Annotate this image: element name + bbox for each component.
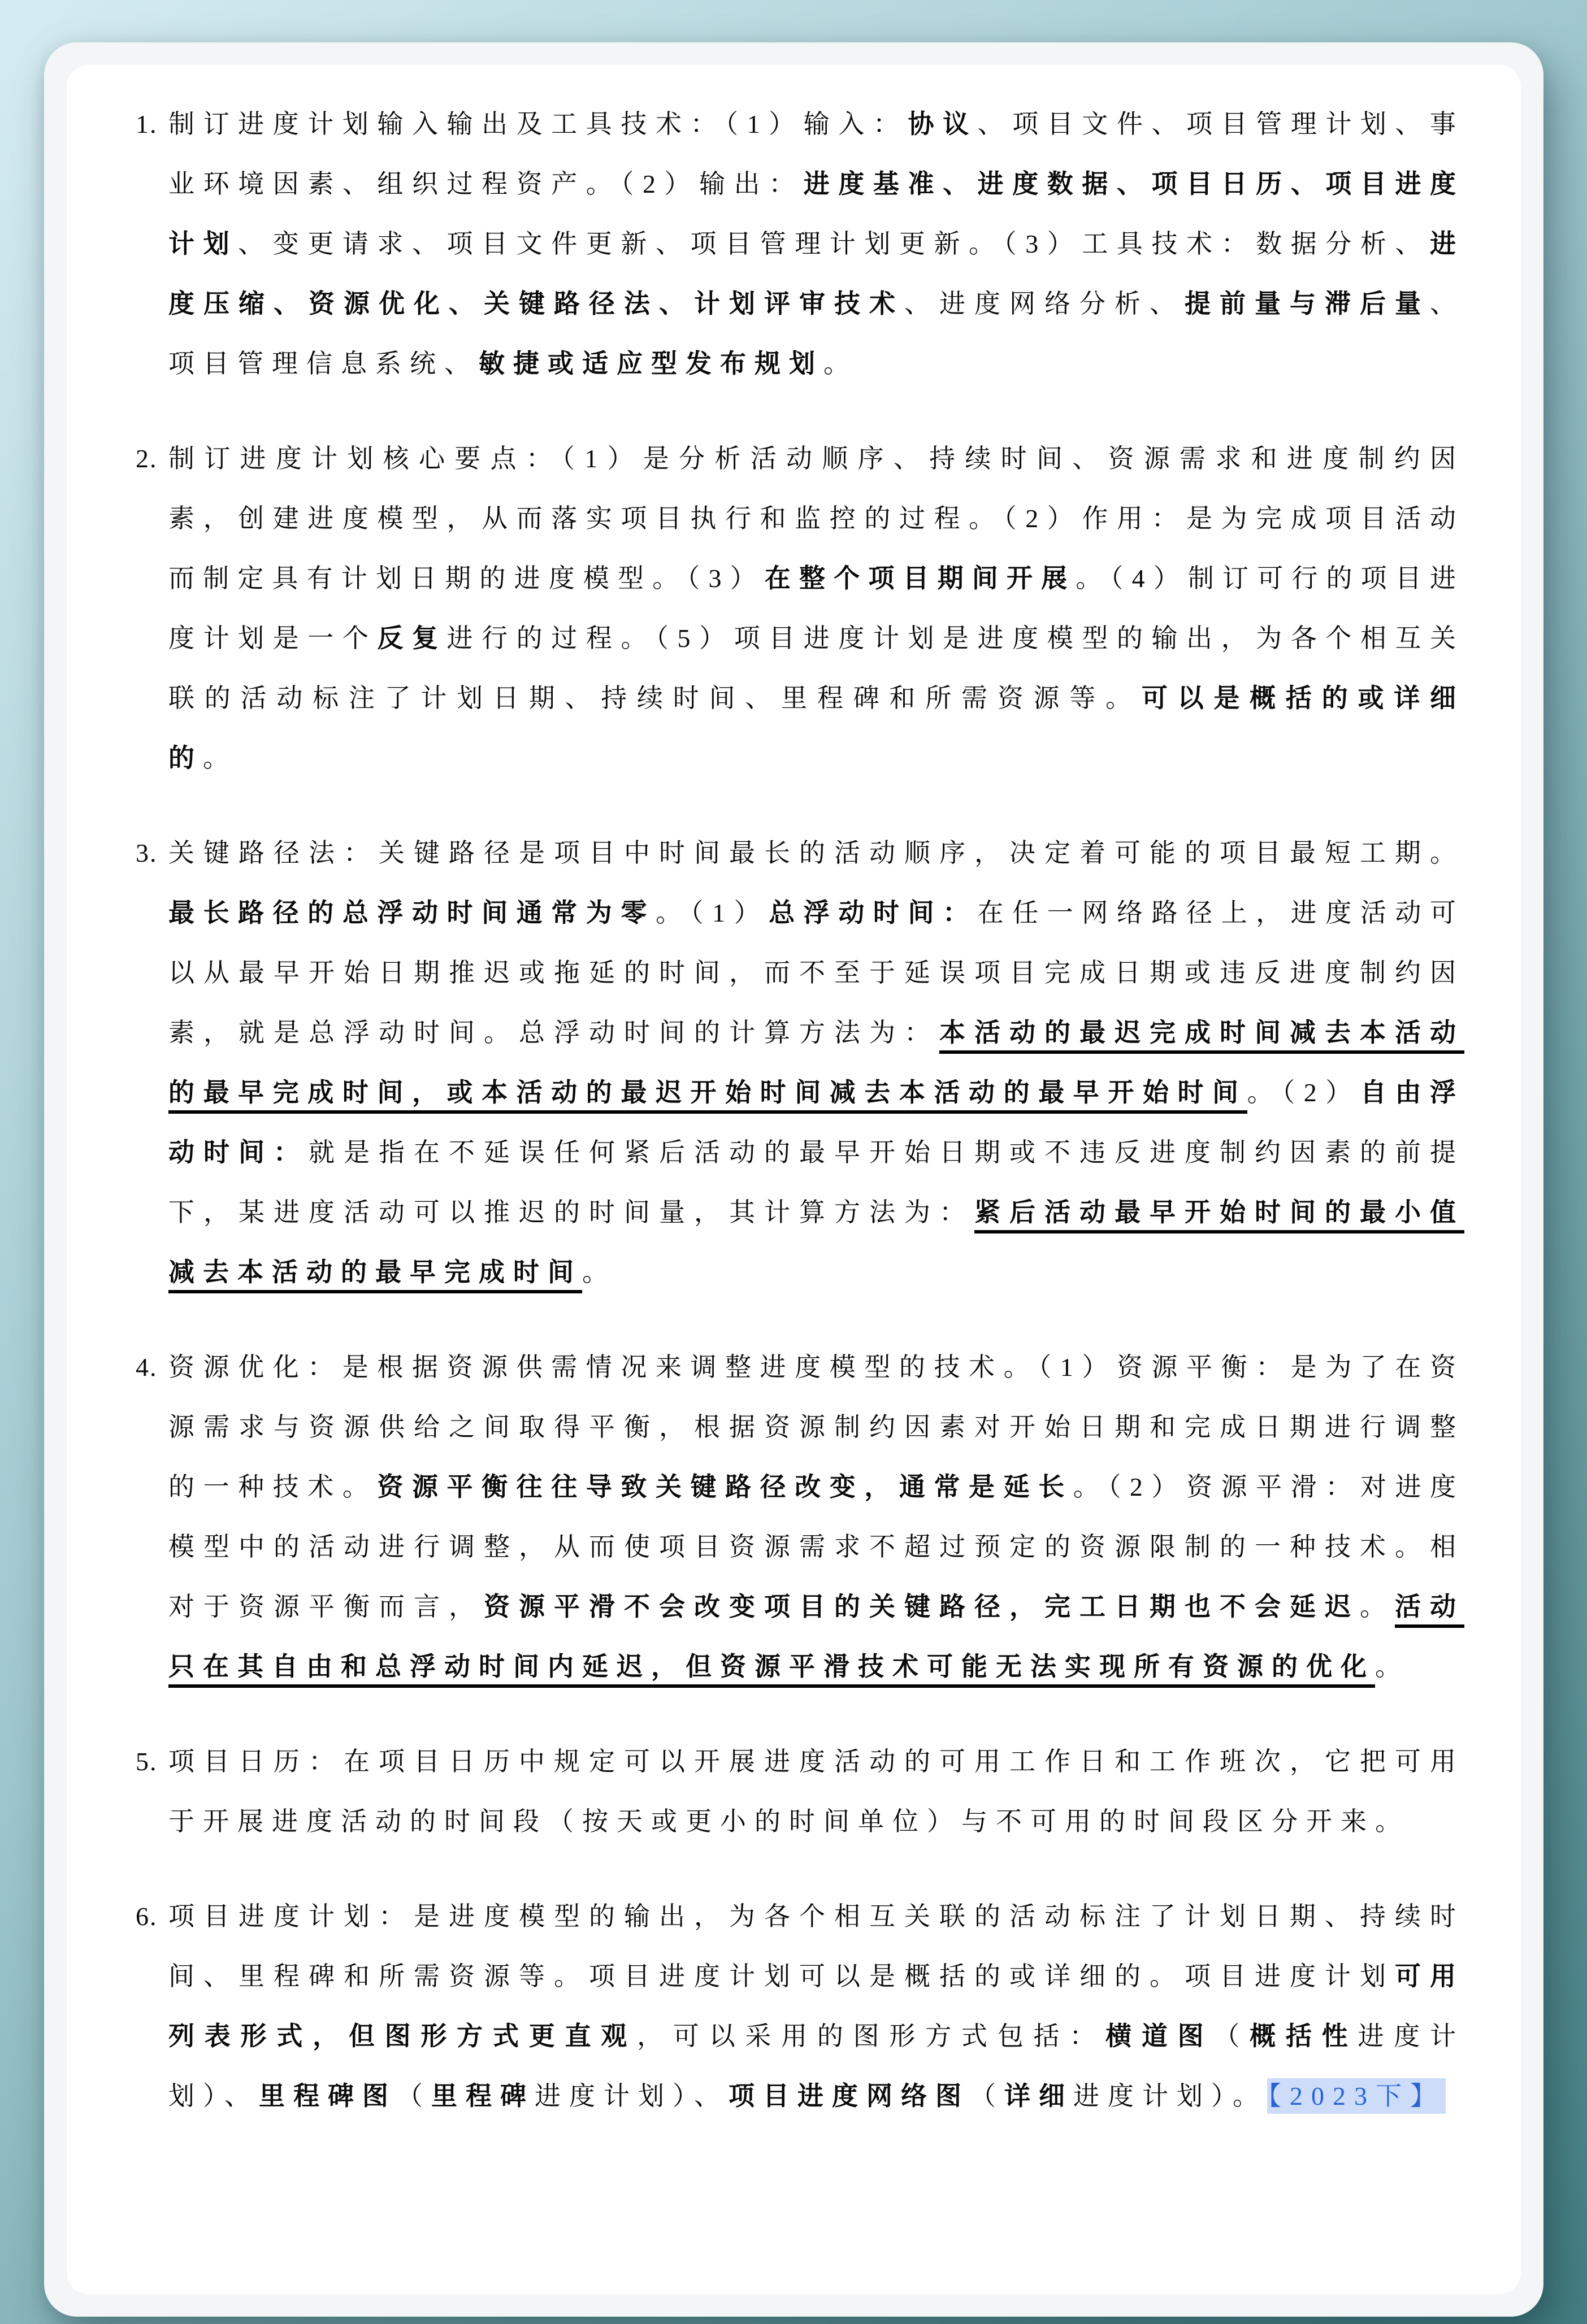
list-item	[136, 1337, 1465, 1697]
item-number: 5.	[136, 1747, 158, 1776]
text-segment: 反复	[377, 624, 447, 653]
text-segment: 横道图	[1105, 2022, 1214, 2051]
document-content	[67, 65, 1521, 2294]
text-segment: 项目进度网络图	[729, 2082, 970, 2110]
text-segment: 里程碑图	[259, 2082, 397, 2110]
text-segment: 概括性	[1250, 2022, 1358, 2051]
text-segment: 可用列表形式，但图形方式更直观	[168, 1962, 1464, 2051]
item-number: 1.	[136, 110, 158, 138]
text-segment: 在任一网络路径上，进度活动可以从最早开始日期推迟或拖延的时间，而不至于延误项目完成日期或违反进度制约因素，就是总浮动时间。总浮动时间的计算方法为：	[168, 898, 1465, 1047]
text-segment: 里程碑	[431, 2082, 535, 2110]
list-item	[136, 1732, 1464, 1852]
text-segment: ，可以采用的图形方式包括：	[637, 2022, 1106, 2051]
text-segment: 进度计划）。	[1073, 2082, 1267, 2110]
text-segment: 最长路径的总浮动时间通常为零	[168, 898, 656, 927]
text-segment: 敏捷或适应型发布规划	[479, 349, 823, 378]
text-segment: 。（1）	[655, 898, 769, 927]
text-segment: 关键路径法：关键路径是项目中时间最长的活动顺序，决定着可能的项目最短工期。	[168, 839, 1464, 867]
text-segment: 进度计划）、	[535, 2082, 729, 2110]
item-number: 3.	[136, 839, 158, 867]
text-segment: 提前量与滞后量	[1185, 289, 1430, 318]
text-segment: 详细	[1004, 2082, 1073, 2110]
item-number: 2.	[136, 444, 158, 473]
text-segment: 活动只在其自由和总浮动时间内延迟，但资源平滑技术可能无法实现所有资源的优化	[168, 1592, 1464, 1688]
text-segment: 可以是概括的或详细的	[168, 684, 1465, 772]
text-segment: 进度基准、进度数据、项目日历、项目进度计划	[168, 170, 1465, 258]
document-page	[67, 65, 1521, 2294]
text-segment: 。（2）	[1247, 1078, 1360, 1107]
document-card	[44, 42, 1543, 2317]
text-segment: （	[397, 2082, 431, 2110]
text-segment: 、项目文件、项目管理计划、事业环境因素、组织过程资产。（2）输出：	[168, 110, 1465, 198]
text-segment: 紧后活动最早开始时间的最小值减去本活动的最早完成时间	[168, 1198, 1464, 1293]
text-segment: 、变更请求、项目文件更新、项目管理计划更新。（3）工具技术：数据分析、	[238, 229, 1430, 258]
text-segment: 。	[582, 1258, 617, 1287]
text-segment: 。	[203, 744, 237, 772]
item-number: 4.	[136, 1353, 158, 1382]
list-item	[136, 94, 1465, 394]
text-segment: 总浮动时间：	[769, 898, 978, 927]
text-segment: 。	[823, 349, 858, 378]
text-segment: 。（2）资源平滑：对进度模型中的活动进行调整，从而使项目资源需求不超过预定的资源限制的一种技术。相对于资源平衡而言，	[168, 1472, 1465, 1621]
item-number: 6.	[136, 1902, 158, 1931]
text-segment: 资源优化：是根据资源供需情况来调整进度模型的技术。（1）资源平衡：是为了在资源需求与资源供给之间取得平衡，根据资源制约因素对开始日期和完成日期进行调整的一种技术。	[168, 1353, 1464, 1501]
text-segment: 、进度网络分析、	[904, 289, 1185, 318]
text-segment: 项目进度计划：是进度模型的输出，为各个相互关联的活动标注了计划日期、持续时间、里程碑和所需资源等。项目进度计划可以是概括的或详细的。项目进度计划	[168, 1902, 1464, 1991]
text-segment: 在整个项目期间开展	[764, 564, 1076, 593]
text-segment: 自由浮动时间：	[168, 1078, 1465, 1167]
list-item	[136, 429, 1465, 788]
text-segment: 、项目管理信息系统、	[168, 289, 1464, 378]
text-segment: （	[970, 2082, 1004, 2110]
text-segment: 协议	[908, 110, 978, 138]
text-segment: 进度压缩、资源优化、关键路径法、计划评审技术	[168, 229, 1465, 318]
text-segment: 本活动的最迟完成时间减去本活动的最早完成时间，或本活动的最迟开始时间减去本活动的最早开始时间	[168, 1018, 1464, 1114]
text-segment: 资源平滑不会改变项目的关键路径，完工日期也不会延迟	[484, 1592, 1360, 1621]
text-segment: 项目日历：在项目日历中规定可以开展进度活动的可用工作日和工作班次，它把可用于开展进度活动的时间段（按天或更小的时间单位）与不可用的时间段区分开来。	[168, 1747, 1464, 1836]
text-segment: 。	[1375, 1652, 1410, 1681]
list-item	[136, 1887, 1465, 2126]
exam-year-tag: 【2023下】	[1267, 2078, 1446, 2114]
text-segment: 制订进度计划输入输出及工具技术：（1）输入：	[168, 110, 908, 138]
list-item	[136, 823, 1465, 1302]
text-segment: （	[1213, 2022, 1250, 2051]
text-segment: 就是指在不延误任何紧后活动的最早开始日期或不违反进度制约因素的前提下，某进度活动可以推迟的时间量，其计算方法为：	[168, 1138, 1464, 1227]
text-segment: 制订进度计划核心要点：（1）是分析活动顺序、持续时间、资源需求和进度制约因素，创建进度模型，从而落实项目执行和监控的过程。（2）作用：是为完成项目活动而制定具有计划日期的进度模型。（3）	[168, 444, 1464, 593]
text-segment: 。（4）制订可行的项目进度计划是一个	[168, 564, 1465, 653]
text-segment: 。	[1360, 1592, 1395, 1621]
text-segment: 进度计划）、	[168, 2022, 1465, 2110]
text-segment: 资源平衡往往导致关键路径改变，通常是延长	[377, 1472, 1073, 1501]
text-segment: 进行的过程。（5）项目进度计划是进度模型的输出，为各个相互关联的活动标注了计划日期、持续时间、里程碑和所需资源等。	[168, 624, 1465, 713]
